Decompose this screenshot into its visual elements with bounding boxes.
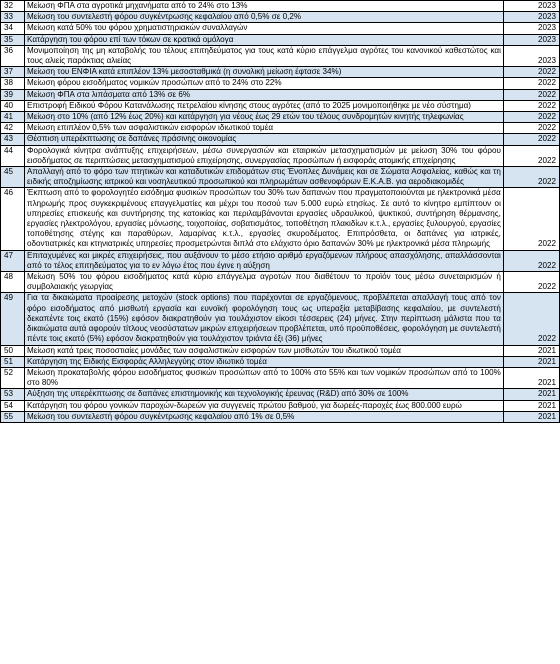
table-row bbox=[1, 1, 560, 12]
measure-year: 2023 bbox=[503, 23, 559, 34]
measure-description: Μείωση στο 10% (από 12% έως 20%) και κατάργηση για νέους έως 29 ετών του τέλους συνδρομητών κινητής τηλεφωνίας bbox=[25, 112, 504, 123]
row-number: 37 bbox=[1, 67, 25, 78]
measure-year: 2022 bbox=[503, 272, 559, 293]
measure-description: Φορολογικά κίνητρα ανάπτυξης επιχειρήσεων, μέσω συνεργασιών και εταιρικών μετασχηματισμών με μείωση 30% του φόρου εισοδήματος σε περιπτώσεις μετασχηματισμού επιχείρησης, συνεργασίας προσώπων ή εισφοράς ατομικής επιχείρησης bbox=[25, 145, 504, 166]
measure-year: 2021 bbox=[503, 411, 559, 422]
measure-description: Μονιμοποίηση της μη καταβολής του τέλους επιτηδεύματος για τους κατά κύριο επάγγελμα αγρότες του κανονικού καθεστώτος και τους αλιείς παράκτιας αλιείας bbox=[25, 45, 504, 66]
row-number: 52 bbox=[1, 367, 25, 388]
table-row bbox=[1, 67, 560, 78]
table-row bbox=[1, 112, 560, 123]
measure-description: Έκπτωση από το φορολογητέο εισόδημα φυσικών προσώπων του 30% των δαπανών που πραγματοποιούνται με ηλεκτρονικά μέσα πληρωμής προς συγκεκριμένους επαγγελματίες και μέχρι του ποσού των 5.000 ευρώ ετησίως. Σε αυτό το κίνητρο εμπίπτουν οι υπηρεσίες επισκευής και συντήρησης της κατοικίας και περιλαμβάνονται εργασίες υδραυλικού, ψυκτικού, συντήρηση θέρμανσης, εργασίες ηλεκτρολόγου, εργασίες μόνωσης, τοιχοποιίας, σοβατισμάτος, τοποθέτηση πλακιδίων κ.τ.λ., εργασίες ξυλουργού, εργασίες τοποθέτησης στέγης και παραθύρων, λαμαρίνας κ.τ.λ., εργασίες σκυροδέματος. Επιπρόσθετα, οι δαπάνες για ιατρικές, οδοντιατρικές και κτηνιατρικές υπηρεσίες προσμετρώνται διπλά στο ελάχιστο όριο δαπανών 30% με ηλεκτρονικά μέσα πληρωμής bbox=[25, 188, 504, 250]
table-row bbox=[1, 345, 560, 356]
measure-description: Κατάργηση του φόρου επί των τόκων σε κρατικά ομόλογα bbox=[25, 34, 504, 45]
table-row bbox=[1, 167, 560, 188]
measure-description: Μείωση ΦΠΑ στα λιπάσματα από 13% σε 6% bbox=[25, 89, 504, 100]
measure-year: 2023 bbox=[503, 45, 559, 66]
table-row bbox=[1, 145, 560, 166]
table-row bbox=[1, 356, 560, 367]
measure-description: Απαλλαγή από το φόρο των πτητικών και καταδυτικών επιδομάτων στις Ένοπλες Δυνάμεις και σε Σώματα Ασφαλείας, καθώς και τη ειδικής αποζημίωσης ιατρικού και νοσηλευτικού προσωπικού και πληρωμάτων ασθενοφόρων Ε.Κ.Α.Β. για αεροδιακομιδές bbox=[25, 167, 504, 188]
measure-year: 2022 bbox=[503, 78, 559, 89]
row-number: 53 bbox=[1, 389, 25, 400]
row-number: 44 bbox=[1, 145, 25, 166]
table-row bbox=[1, 400, 560, 411]
measure-description: Μείωση ΦΠΑ στα αγροτικά μηχανήματα από το 24% στο 13% bbox=[25, 1, 504, 12]
measure-year: 2022 bbox=[503, 123, 559, 134]
table-row bbox=[1, 89, 560, 100]
row-number: 45 bbox=[1, 167, 25, 188]
measure-description: Κατάργηση του φόρου γονικών παροχών-δωρεών για συγγενείς πρώτου βαθμού, για δωρεές-παροχές έως 800.000 ευρώ bbox=[25, 400, 504, 411]
measure-description: Μείωση κατά 50% του φόρου χρηματιστηριακών συναλλαγών bbox=[25, 23, 504, 34]
measure-description: Μείωση του συντελεστή φόρου συγκέντρωσης κεφαλαίου από 0,5% σε 0,2% bbox=[25, 12, 504, 23]
measure-year: 2023 bbox=[503, 12, 559, 23]
measure-year: 2022 bbox=[503, 67, 559, 78]
table-row bbox=[1, 250, 560, 271]
measure-year: 2022 bbox=[503, 188, 559, 250]
table-row bbox=[1, 23, 560, 34]
table-row bbox=[1, 272, 560, 293]
measure-year: 2022 bbox=[503, 134, 559, 145]
table-row bbox=[1, 188, 560, 250]
measure-description: Μείωση φόρου εισοδήματος νομικών προσώπων από το 24% στο 22% bbox=[25, 78, 504, 89]
measure-year: 2021 bbox=[503, 367, 559, 388]
measure-year: 2022 bbox=[503, 145, 559, 166]
measure-description: Μείωση προκαταβολής φόρου εισοδήματος φυσικών προσώπων από το 100% στο 55% και των νομικών προσώπων από το 100% στο 80% bbox=[25, 367, 504, 388]
table-row bbox=[1, 134, 560, 145]
measure-year: 2023 bbox=[503, 1, 559, 12]
table-row bbox=[1, 123, 560, 134]
row-number: 48 bbox=[1, 272, 25, 293]
measure-description: Μείωση του συντελεστή φόρου συγκέντρωσης κεφαλαίου από 1% σε 0,5% bbox=[25, 411, 504, 422]
row-number: 51 bbox=[1, 356, 25, 367]
table-row bbox=[1, 34, 560, 45]
row-number: 41 bbox=[1, 112, 25, 123]
measure-description: Επιστροφή Ειδικού Φόρου Κατανάλωσης πετρελαίου κίνησης στους αγρότες (από το 2025 μονιμοποιήθηκε με νέο σύστημα) bbox=[25, 100, 504, 111]
row-number: 39 bbox=[1, 89, 25, 100]
row-number: 46 bbox=[1, 188, 25, 250]
table-row bbox=[1, 367, 560, 388]
row-number: 35 bbox=[1, 34, 25, 45]
table-row bbox=[1, 389, 560, 400]
row-number: 43 bbox=[1, 134, 25, 145]
row-number: 42 bbox=[1, 123, 25, 134]
measure-year: 2022 bbox=[503, 250, 559, 271]
measure-description: Κατάργηση της Ειδικής Εισφοράς Αλληλεγγύης στον ιδιωτικό τομέα bbox=[25, 356, 504, 367]
measure-description: Μείωση του ΕΝΦΙΑ κατά επιπλέον 13% μεσοσταθμικά (η συνολική μείωση έφτασε 34%) bbox=[25, 67, 504, 78]
measure-year: 2021 bbox=[503, 400, 559, 411]
row-number: 40 bbox=[1, 100, 25, 111]
row-number: 54 bbox=[1, 400, 25, 411]
row-number: 32 bbox=[1, 1, 25, 12]
table-row bbox=[1, 78, 560, 89]
measure-year: 2023 bbox=[503, 34, 559, 45]
measure-year: 2021 bbox=[503, 389, 559, 400]
row-number: 34 bbox=[1, 23, 25, 34]
measure-description: Θέσπιση υπερέκπτωσης σε δαπάνες πράσινης οικονομίας bbox=[25, 134, 504, 145]
table-row bbox=[1, 12, 560, 23]
measure-year: 2022 bbox=[503, 112, 559, 123]
row-number: 36 bbox=[1, 45, 25, 66]
row-number: 49 bbox=[1, 293, 25, 345]
measure-year: 2022 bbox=[503, 100, 559, 111]
row-number: 55 bbox=[1, 411, 25, 422]
table-row bbox=[1, 293, 560, 345]
row-number: 47 bbox=[1, 250, 25, 271]
measure-year: 2022 bbox=[503, 293, 559, 345]
row-number: 38 bbox=[1, 78, 25, 89]
measures-table-body bbox=[1, 1, 560, 423]
measure-description: Μείωση 50% του φόρου εισοδήματος κατά κύριο επάγγελμα αγροτών που διαθέτουν το προϊόν τους μέσω συνεταιρισμών ή συμβολαιακής γεωργίας bbox=[25, 272, 504, 293]
table-row bbox=[1, 100, 560, 111]
measure-description: Μείωση επιπλέον 0,5% των ασφαλιστικών εισφορών ιδιωτικού τομέα bbox=[25, 123, 504, 134]
measure-year: 2022 bbox=[503, 89, 559, 100]
measure-description: Μείωση κατά τρεις ποσοστιαίες μονάδες των ασφαλιστικών εισφορών των μισθωτών του ιδιωτικού τομέα bbox=[25, 345, 504, 356]
measure-year: 2021 bbox=[503, 356, 559, 367]
table-row bbox=[1, 45, 560, 66]
measure-year: 2022 bbox=[503, 167, 559, 188]
row-number: 50 bbox=[1, 345, 25, 356]
measure-description: Για τα δικαιώματα προαίρεσης μετοχών (stock options) που παρέχονται σε εργαζόμενους, προβλέπεται απαλλαγή τους από τον φόρο εισοδήματος από μισθωτή εργασία και ευνοϊκή φορολόγηση τους ως υπεραξία μεταβίβασης κεφαλαίου, με συντελεστή δεκαπέντε τοις εκατό (15%) εφόσον διακρατηθούν για τουλάχιστον είκοσι τέσσερεις (24) μήνες. Στην περίπτωση μάλιστα που τα δικαιώματα αυτά αφορούν τίτλους νεοσύστατων μικρών επιχειρήσεων προβλέπεται, υπό προϋποθέσεις, φορολόγηση με συντελεστή πέντε τοις εκατό (5%) εφόσον διακρατηθούν για τουλάχιστον τριάντα έξι (36) μήνες bbox=[25, 293, 504, 345]
measure-description: Επιταχυμένες και μικρές επιχειρήσεις, που αυξάνουν το μέσο ετήσιο αριθμό εργαζόμενων πλήρους απασχόλησης, απαλλάσσονται από το τέλος επιτηδεύματος για το εν λόγω έτος που έγινε η αύξηση bbox=[25, 250, 504, 271]
measure-description: Αύξηση της υπερέκπτωσης σε δαπάνες επιστημονικής και τεχνολογικής έρευνας (R&D) από 30% σε 100% bbox=[25, 389, 504, 400]
row-number: 33 bbox=[1, 12, 25, 23]
measure-year: 2021 bbox=[503, 345, 559, 356]
table-row bbox=[1, 411, 560, 422]
